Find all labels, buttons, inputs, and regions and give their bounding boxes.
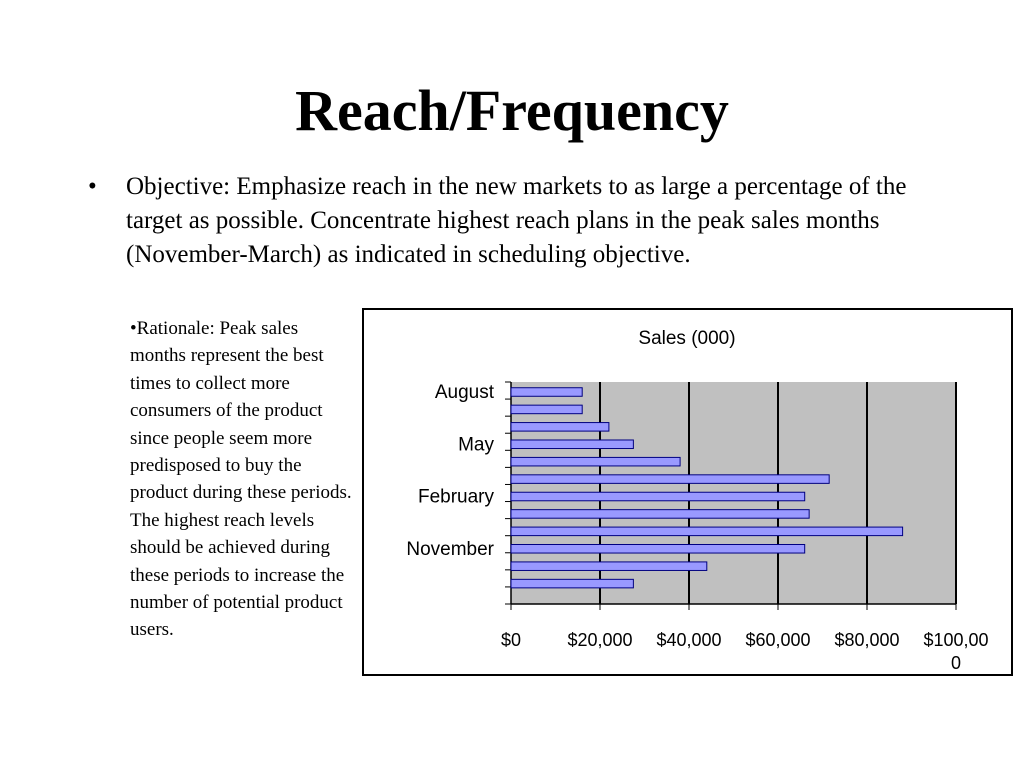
bar: [511, 579, 633, 588]
bar: [511, 510, 809, 519]
category-label: August: [434, 382, 494, 403]
category-label: May: [458, 434, 494, 456]
sales-chart-svg: [364, 310, 1011, 674]
slide-title: Reach/Frequency: [295, 78, 729, 143]
x-tick-label-wrap: 0: [950, 653, 962, 673]
bar: [511, 388, 582, 397]
category-label: November: [406, 538, 494, 560]
bar: [511, 492, 805, 501]
bar: [511, 423, 609, 432]
bar: [511, 405, 582, 414]
bar: [511, 440, 633, 449]
rationale-text: •Rationale: Peak sales months represent the best times to collect more consumers of the product since people seem more predisposed to buy the product during these periods. The highest reach levels should be achieved during these periods to increase the number of potential product users.: [130, 318, 352, 641]
x-tick-label: $0: [500, 630, 522, 650]
bar: [511, 457, 680, 466]
chart-title: Sales (000): [638, 328, 736, 349]
bullet-marker: •: [88, 173, 97, 200]
x-tick-label: $20,000: [567, 630, 633, 650]
sales-chart: [362, 308, 1013, 676]
bar: [511, 475, 829, 484]
x-tick-label: $100,00: [923, 630, 989, 650]
x-tick-label: $40,000: [656, 630, 722, 650]
objective-text: Objective: Emphasize reach in the new markets to as large a percentage of the target as possible. Concentrate highest reach plans in the peak sales months (November-March) as indicated in scheduling objective.: [126, 173, 907, 268]
bar: [511, 562, 707, 571]
bar: [511, 527, 903, 536]
x-tick-label: $80,000: [834, 630, 900, 650]
x-tick-label: $60,000: [745, 630, 811, 650]
bar: [511, 544, 805, 553]
category-label: February: [417, 486, 494, 508]
